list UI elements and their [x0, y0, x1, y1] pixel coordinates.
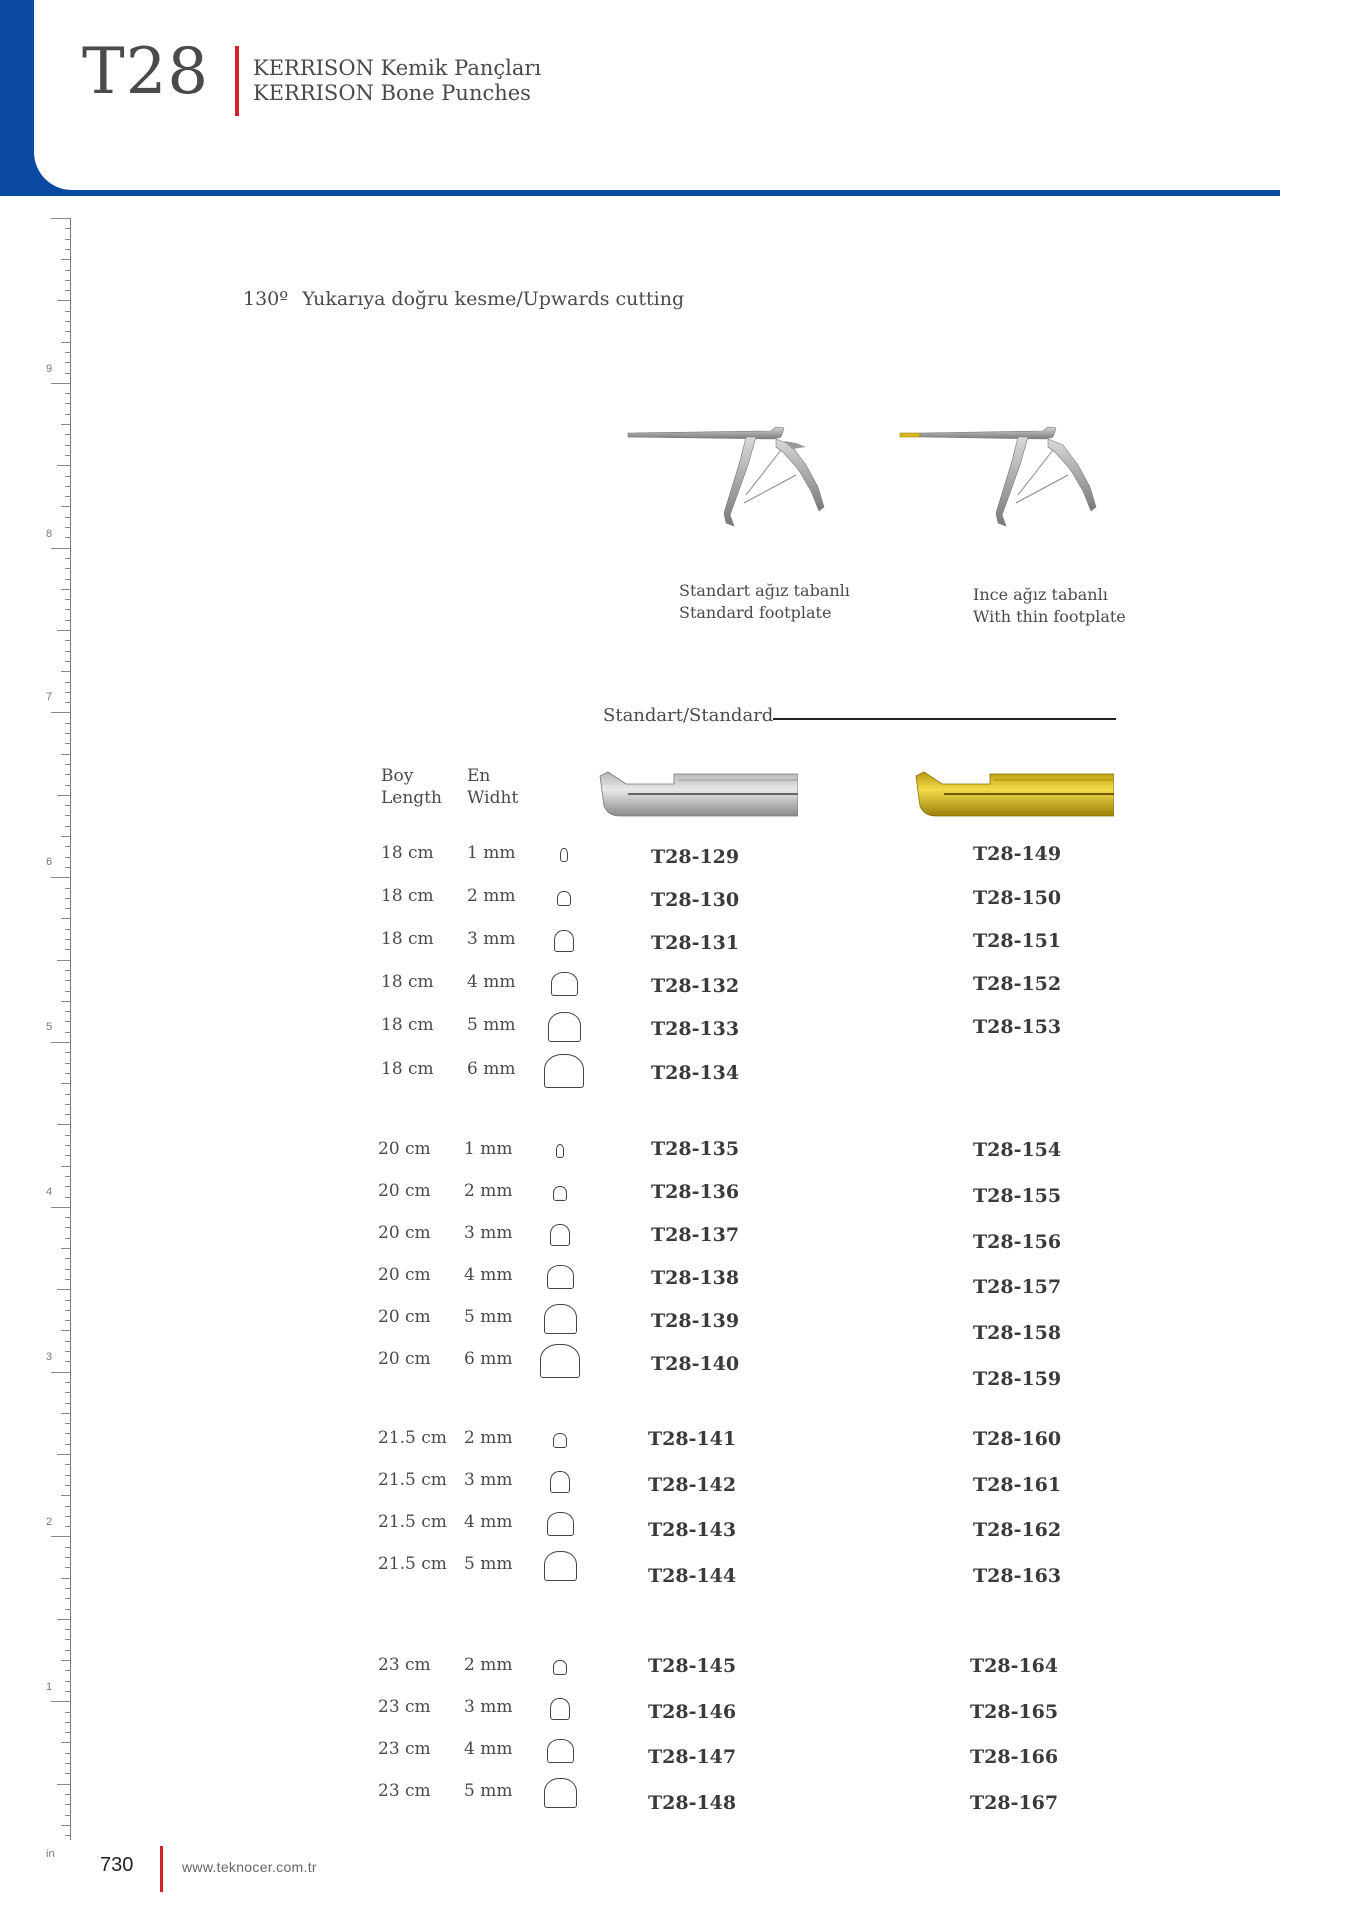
ruler-tick [65, 1403, 71, 1404]
kerrison-punch-silver-icon [626, 425, 836, 535]
ruler-tick [65, 403, 71, 404]
ruler-tick [65, 764, 71, 765]
length-cell: 20 cm [378, 1181, 431, 1201]
jaw-profile-icon [544, 1054, 584, 1088]
ruler-tick [65, 321, 71, 322]
width-cell: 6 mm [464, 1349, 513, 1369]
ruler-line [70, 218, 71, 1840]
ruler-tick [65, 1145, 71, 1146]
length-cell: 20 cm [378, 1139, 431, 1159]
ruler-tick [65, 331, 71, 332]
ruler-tick [65, 939, 71, 940]
ruler-tick [65, 249, 71, 250]
ruler-tick [65, 1506, 71, 1507]
ruler-tick [61, 506, 71, 507]
section-subtitle [243, 288, 684, 310]
thin-product-code: T28-152 [973, 973, 1062, 995]
section-label: Standart/Standard [603, 705, 774, 726]
ruler-tick [65, 651, 71, 652]
ruler-tick [65, 1444, 71, 1445]
thin-product-code: T28-165 [970, 1701, 1059, 1723]
jaw-profile-icon [553, 1433, 567, 1448]
ruler-tick [65, 970, 71, 971]
page-title [253, 56, 541, 106]
ruler-tick [65, 867, 71, 868]
thin-product-code: T28-162 [973, 1519, 1062, 1541]
ruler-tick [65, 1052, 71, 1053]
ruler-tick [61, 1083, 71, 1084]
ruler-tick [65, 1567, 71, 1568]
standard-product-code: T28-132 [651, 975, 740, 997]
length-cell: 18 cm [381, 886, 434, 906]
ruler-tick [65, 1433, 71, 1434]
standard-product-code: T28-138 [651, 1267, 740, 1289]
ruler-tick [65, 620, 71, 621]
ruler-tick [61, 918, 71, 919]
width-cell: 3 mm [464, 1470, 513, 1490]
jaw-profile-icon [550, 1698, 570, 1720]
jaw-profile-icon [544, 1778, 577, 1808]
ruler-tick [61, 1660, 71, 1661]
jaw-profile-icon [557, 891, 571, 906]
ruler-tick [61, 259, 71, 260]
ruler-tick [65, 1351, 71, 1352]
ruler-tick [65, 1094, 71, 1095]
ruler-tick [65, 1670, 71, 1671]
variant-caption-thin [973, 584, 1126, 628]
standard-product-code: T28-136 [651, 1181, 740, 1203]
ruler-tick [65, 1269, 71, 1270]
standard-product-code: T28-143 [648, 1519, 737, 1541]
jaw-profile-icon [553, 1660, 567, 1675]
width-cell: 5 mm [464, 1554, 513, 1574]
thin-footplate-tip-icon [914, 770, 1114, 818]
ruler-tick [65, 1804, 71, 1805]
ruler-tick [65, 1475, 71, 1476]
ruler-tick [65, 815, 71, 816]
ruler-tick [65, 1557, 71, 1558]
length-header-tr: Boy [381, 766, 414, 786]
standard-product-code: T28-145 [648, 1655, 737, 1677]
width-header-tr: En [467, 766, 491, 786]
ruler-tick [61, 671, 71, 672]
ruler-tick [65, 1104, 71, 1105]
ruler-tick [61, 1248, 71, 1249]
length-cell: 18 cm [381, 929, 434, 949]
ruler-tick [65, 743, 71, 744]
standard-product-code: T28-148 [648, 1792, 737, 1814]
ruler-tick [65, 733, 71, 734]
ruler-tick [65, 1258, 71, 1259]
jaw-profile-icon [554, 930, 574, 952]
ruler-tick [65, 949, 71, 950]
length-cell: 20 cm [378, 1265, 431, 1285]
jaw-profile-icon [547, 1739, 574, 1763]
ruler-tick [65, 805, 71, 806]
width-cell: 2 mm [464, 1181, 513, 1201]
ruler-tick [65, 239, 71, 240]
ruler-tick [65, 774, 71, 775]
thin-product-code: T28-158 [973, 1322, 1062, 1344]
width-cell: 5 mm [464, 1781, 513, 1801]
ruler-tick [65, 311, 71, 312]
ruler-tick [65, 1588, 71, 1589]
ruler-tick [61, 424, 71, 425]
jaw-profile-icon [540, 1344, 580, 1378]
ruler-tick [65, 908, 71, 909]
thin-product-code: T28-160 [973, 1428, 1062, 1450]
length-cell: 23 cm [378, 1781, 431, 1801]
ruler-label: 9 [46, 363, 53, 375]
standard-product-code: T28-130 [651, 889, 740, 911]
ruler-tick [61, 754, 71, 755]
caption-thin-tr: Ince ağız tabanlı [973, 585, 1108, 604]
ruler-tick [65, 929, 71, 930]
ruler-tick [51, 877, 71, 878]
ruler-tick [57, 630, 71, 631]
ruler-tick [65, 290, 71, 291]
ruler-tick [57, 1289, 71, 1290]
ruler-tick [51, 1372, 71, 1373]
title-english: KERRISON Bone Punches [253, 81, 531, 105]
width-cell: 2 mm [467, 886, 516, 906]
ruler-label: 8 [46, 528, 53, 540]
ruler-tick [65, 1835, 71, 1836]
length-cell: 21.5 cm [378, 1512, 447, 1532]
ruler-tick [65, 898, 71, 899]
thin-product-code: T28-150 [973, 887, 1062, 909]
thin-product-code: T28-157 [973, 1276, 1062, 1298]
thin-product-code: T28-166 [970, 1746, 1059, 1768]
width-cell: 4 mm [467, 972, 516, 992]
thin-product-code: T28-151 [973, 930, 1062, 952]
ruler-tick [65, 1217, 71, 1218]
ruler-tick [65, 661, 71, 662]
ruler-tick [61, 1742, 71, 1743]
standard-product-code: T28-141 [648, 1428, 737, 1450]
ruler-tick [65, 1135, 71, 1136]
width-cell: 4 mm [464, 1512, 513, 1532]
jaw-profile-icon [548, 1012, 581, 1042]
ruler-tick [61, 1578, 71, 1579]
ruler-tick [57, 1124, 71, 1125]
standard-product-code: T28-139 [651, 1310, 740, 1332]
length-cell: 18 cm [381, 843, 434, 863]
width-cell: 2 mm [464, 1655, 513, 1675]
caption-standard-en: Standard footplate [679, 603, 832, 622]
length-cell: 18 cm [381, 1015, 434, 1035]
ruler-tick [65, 558, 71, 559]
jaw-profile-icon [560, 848, 568, 862]
ruler-tick [65, 1485, 71, 1486]
caption-thin-en: With thin footplate [973, 607, 1126, 626]
standard-product-code: T28-140 [651, 1353, 740, 1375]
ruler-tick [65, 1609, 71, 1610]
ruler-tick [65, 1197, 71, 1198]
ruler-tick [65, 228, 71, 229]
ruler-tick [65, 702, 71, 703]
inch-ruler [46, 218, 72, 1860]
length-cell: 20 cm [378, 1223, 431, 1243]
ruler-tick [51, 712, 71, 713]
width-cell: 5 mm [464, 1307, 513, 1327]
ruler-tick [65, 486, 71, 487]
standard-product-code: T28-135 [651, 1138, 740, 1160]
jaw-profile-icon [547, 1265, 574, 1289]
ruler-tick [51, 1701, 71, 1702]
ruler-tick [65, 1732, 71, 1733]
ruler-tick [61, 1495, 71, 1496]
ruler-tick [65, 682, 71, 683]
ruler-tick [65, 1794, 71, 1795]
ruler-tick [65, 568, 71, 569]
width-cell: 3 mm [464, 1223, 513, 1243]
cutting-direction: Yukarıya doğru kesme/Upwards cutting [302, 288, 685, 310]
jaw-profile-icon [544, 1304, 577, 1334]
jaw-profile-icon [550, 1471, 570, 1493]
ruler-tick [65, 1392, 71, 1393]
thin-product-code: T28-167 [970, 1792, 1059, 1814]
ruler-tick [65, 1464, 71, 1465]
ruler-tick [65, 1815, 71, 1816]
ruler-tick [65, 1681, 71, 1682]
ruler-tick [65, 373, 71, 374]
ruler-tick [65, 455, 71, 456]
ruler-tick [65, 1063, 71, 1064]
thin-product-code: T28-161 [973, 1474, 1062, 1496]
width-cell: 3 mm [464, 1697, 513, 1717]
ruler-tick [65, 1547, 71, 1548]
ruler-label: 7 [46, 691, 53, 703]
width-cell: 3 mm [467, 929, 516, 949]
ruler-tick [65, 846, 71, 847]
ruler-tick [65, 1598, 71, 1599]
ruler-tick [65, 1423, 71, 1424]
ruler-tick [65, 1763, 71, 1764]
width-cell: 1 mm [467, 843, 516, 863]
ruler-label: 2 [46, 1516, 53, 1528]
jaw-profile-icon [551, 972, 578, 996]
caption-standard-tr: Standart ağız tabanlı [679, 581, 850, 600]
ruler-tick [65, 1011, 71, 1012]
thin-product-code: T28-159 [973, 1368, 1062, 1390]
ruler-tick [65, 1639, 71, 1640]
length-cell: 20 cm [378, 1307, 431, 1327]
ruler-tick [65, 352, 71, 353]
length-cell: 21.5 cm [378, 1554, 447, 1574]
header-panel [34, 0, 1280, 190]
variant-caption-standard [679, 580, 850, 624]
ruler-tick [57, 1619, 71, 1620]
ruler-tick [65, 1176, 71, 1177]
ruler-tick [61, 1825, 71, 1826]
length-cell: 21.5 cm [378, 1428, 447, 1448]
ruler-tick [65, 517, 71, 518]
length-cell: 20 cm [378, 1349, 431, 1369]
ruler-tick [65, 640, 71, 641]
length-cell: 23 cm [378, 1697, 431, 1717]
ruler-tick [65, 609, 71, 610]
length-header-en: Length [381, 788, 442, 808]
standard-product-code: T28-137 [651, 1224, 740, 1246]
ruler-tick [65, 1526, 71, 1527]
standard-product-code: T28-134 [651, 1062, 740, 1084]
thin-product-code: T28-163 [973, 1565, 1062, 1587]
standard-product-code: T28-133 [651, 1018, 740, 1040]
ruler-tick [65, 1227, 71, 1228]
ruler-tick [61, 589, 71, 590]
page-number: 730 [100, 1854, 134, 1876]
ruler-tick [65, 1382, 71, 1383]
header-divider [235, 46, 239, 116]
standard-product-code: T28-129 [651, 846, 740, 868]
ruler-tick [65, 1032, 71, 1033]
length-cell: 23 cm [378, 1655, 431, 1675]
ruler-tick [65, 980, 71, 981]
thin-product-code: T28-154 [973, 1139, 1062, 1161]
thin-product-code: T28-149 [973, 843, 1062, 865]
ruler-tick [65, 1691, 71, 1692]
thin-product-code: T28-156 [973, 1231, 1062, 1253]
ruler-tick [65, 1516, 71, 1517]
ruler-tick [65, 1279, 71, 1280]
ruler-tick [65, 1073, 71, 1074]
catalog-code: T28 [82, 35, 210, 109]
length-cell: 23 cm [378, 1739, 431, 1759]
ruler-tick [65, 599, 71, 600]
width-cell: 4 mm [464, 1265, 513, 1285]
ruler-tick [65, 414, 71, 415]
section-rule [773, 718, 1116, 720]
ruler-tick [65, 888, 71, 889]
footer-divider [160, 1846, 163, 1892]
standard-product-code: T28-142 [648, 1474, 737, 1496]
ruler-tick [65, 991, 71, 992]
jaw-profile-icon [556, 1144, 564, 1158]
ruler-tick [51, 218, 71, 219]
thin-product-code: T28-155 [973, 1185, 1062, 1207]
ruler-label: in [46, 1848, 55, 1860]
ruler-tick [51, 1207, 71, 1208]
width-cell: 2 mm [464, 1428, 513, 1448]
jaw-profile-icon [544, 1551, 577, 1581]
width-cell: 6 mm [467, 1059, 516, 1079]
ruler-label: 4 [46, 1186, 53, 1198]
length-column-header [381, 765, 442, 809]
ruler-tick [65, 1320, 71, 1321]
ruler-tick [65, 1341, 71, 1342]
website-link[interactable]: www.teknocer.com.tr [182, 1859, 317, 1875]
ruler-tick [65, 1186, 71, 1187]
ruler-tick [65, 362, 71, 363]
ruler-tick [65, 1650, 71, 1651]
ruler-tick [65, 434, 71, 435]
width-cell: 5 mm [467, 1015, 516, 1035]
ruler-tick [65, 1114, 71, 1115]
ruler-tick [65, 579, 71, 580]
ruler-tick [65, 826, 71, 827]
ruler-tick [65, 496, 71, 497]
ruler-tick [65, 1310, 71, 1311]
ruler-tick [61, 1330, 71, 1331]
title-turkish: KERRISON Kemik Pançları [253, 56, 542, 80]
standard-product-code: T28-131 [651, 932, 740, 954]
standard-footplate-tip-icon [598, 770, 798, 818]
ruler-tick [65, 692, 71, 693]
ruler-tick [51, 548, 71, 549]
ruler-tick [65, 1722, 71, 1723]
ruler-tick [65, 270, 71, 271]
ruler-tick [65, 1629, 71, 1630]
ruler-tick [65, 537, 71, 538]
ruler-tick [65, 280, 71, 281]
length-cell: 21.5 cm [378, 1470, 447, 1490]
ruler-tick [57, 465, 71, 466]
length-cell: 18 cm [381, 972, 434, 992]
ruler-tick [51, 1042, 71, 1043]
ruler-label: 5 [46, 1021, 53, 1033]
ruler-tick [65, 785, 71, 786]
ruler-tick [65, 1773, 71, 1774]
standard-product-code: T28-147 [648, 1746, 737, 1768]
ruler-label: 6 [46, 856, 53, 868]
ruler-tick [65, 1155, 71, 1156]
ruler-tick [65, 723, 71, 724]
ruler-tick [65, 1238, 71, 1239]
ruler-tick [65, 1753, 71, 1754]
width-column-header [467, 765, 518, 809]
ruler-tick [61, 1001, 71, 1002]
ruler-tick [65, 1361, 71, 1362]
ruler-tick [65, 857, 71, 858]
width-cell: 4 mm [464, 1739, 513, 1759]
ruler-tick [57, 300, 71, 301]
ruler-tick [65, 445, 71, 446]
standard-product-code: T28-146 [648, 1701, 737, 1723]
ruler-tick [65, 476, 71, 477]
cutting-angle: 130º [243, 288, 289, 310]
ruler-tick [57, 1784, 71, 1785]
thin-product-code: T28-153 [973, 1016, 1062, 1038]
ruler-tick [65, 527, 71, 528]
ruler-tick [65, 393, 71, 394]
ruler-tick [61, 836, 71, 837]
standard-product-code: T28-144 [648, 1565, 737, 1587]
thin-product-code: T28-164 [970, 1655, 1059, 1677]
ruler-tick [61, 1166, 71, 1167]
ruler-tick [51, 383, 71, 384]
ruler-tick [57, 795, 71, 796]
ruler-tick [61, 1413, 71, 1414]
ruler-tick [57, 960, 71, 961]
ruler-tick [65, 1021, 71, 1022]
jaw-profile-icon [550, 1224, 570, 1246]
ruler-tick [61, 342, 71, 343]
width-header-en: Widht [467, 788, 519, 808]
ruler-tick [57, 1454, 71, 1455]
jaw-profile-icon [553, 1186, 567, 1201]
ruler-label: 1 [46, 1681, 53, 1693]
length-cell: 18 cm [381, 1059, 434, 1079]
ruler-tick [65, 1300, 71, 1301]
kerrison-punch-gold-tip-icon [898, 425, 1108, 535]
ruler-tick [65, 1712, 71, 1713]
jaw-profile-icon [547, 1512, 574, 1536]
width-cell: 1 mm [464, 1139, 513, 1159]
ruler-tick [51, 1536, 71, 1537]
ruler-label: 3 [46, 1351, 53, 1363]
